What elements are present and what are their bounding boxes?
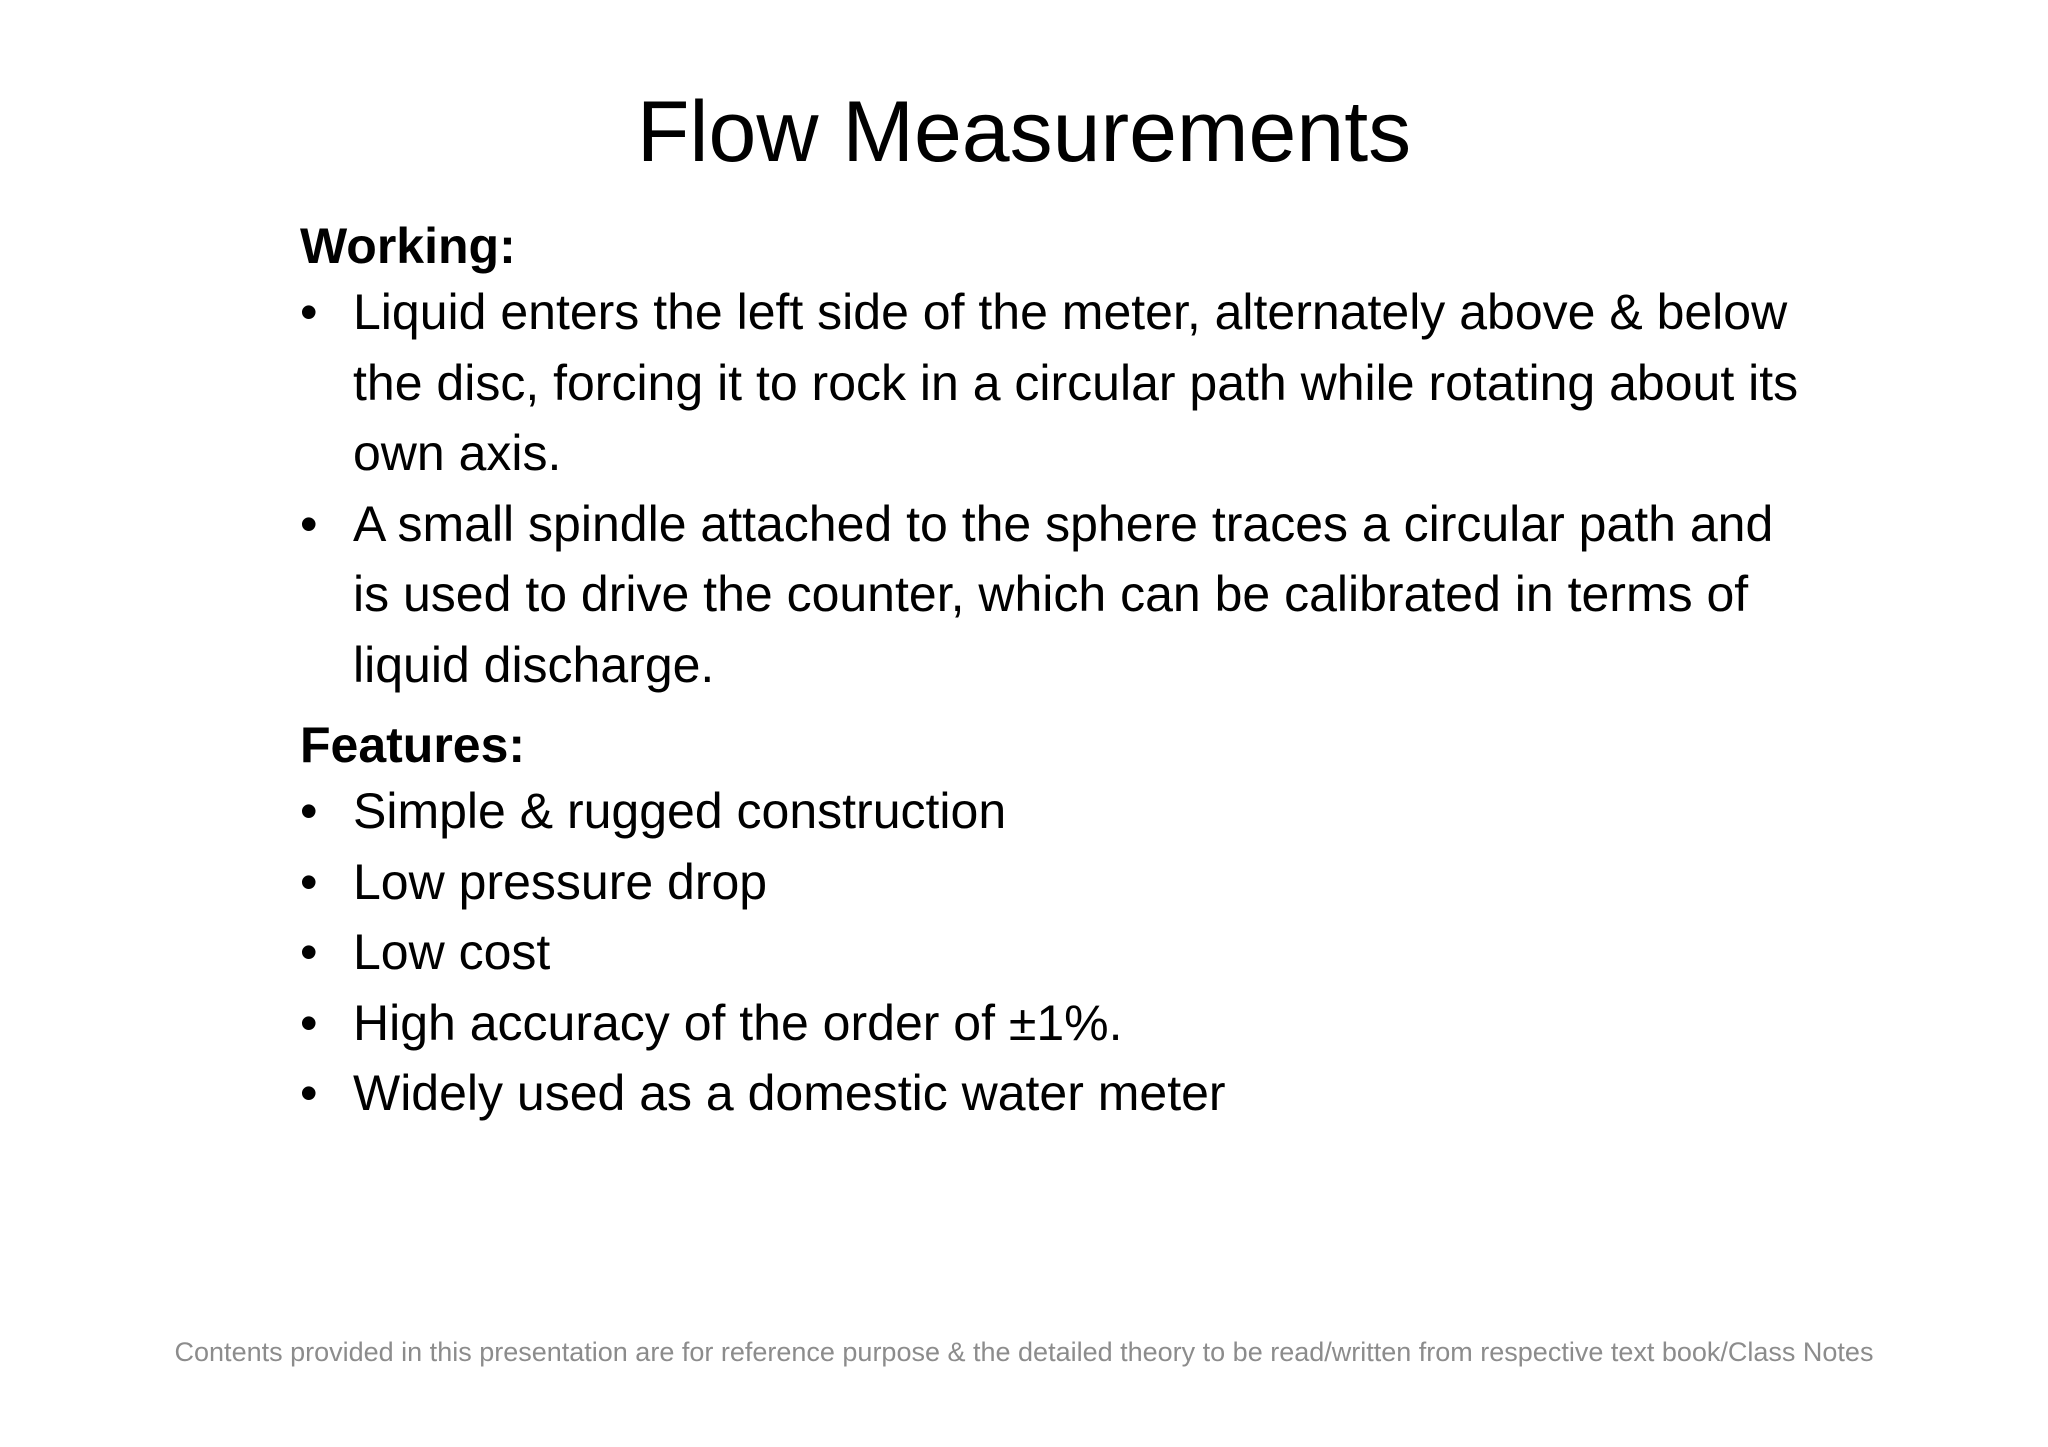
working-item	[300, 277, 1820, 489]
features-item-text: Widely used as a domestic water meter	[353, 1065, 1226, 1121]
features-item	[300, 988, 1820, 1059]
bullet-icon: •	[300, 994, 318, 1051]
bullet-icon: •	[300, 284, 318, 340]
bullet-icon: •	[300, 495, 318, 552]
features-list	[300, 776, 1820, 1129]
features-item	[300, 776, 1820, 847]
working-item-text: Liquid enters the left side of the meter, alternately above & below the disc, forcing it to rock in a circular path while rotating about its own axis.	[353, 284, 1799, 481]
working-heading: Working:	[300, 218, 516, 274]
bullet-icon: •	[300, 1065, 318, 1121]
slide-content	[300, 215, 1820, 1129]
bullet-icon: •	[300, 853, 318, 910]
features-item	[300, 917, 1820, 988]
features-item	[300, 847, 1820, 918]
working-item	[300, 489, 1820, 701]
features-item-text: Simple & rugged construction	[353, 783, 1007, 839]
features-item-text: High accuracy of the order of ±1%.	[353, 994, 1123, 1051]
features-item	[300, 1058, 1820, 1129]
slide-footer: Contents provided in this presentation are for reference purpose & the detailed theory to be read/written from respective text book/Class Notes	[174, 1337, 1874, 1367]
working-item-text: A small spindle attached to the sphere traces a circular path and is used to drive the counter, which can be calibrated in terms of liquid discharge.	[353, 495, 1774, 693]
slide-title: Flow Measurements	[636, 84, 1412, 180]
features-item-text: Low pressure drop	[353, 853, 768, 910]
working-list	[300, 277, 1820, 700]
bullet-icon: •	[300, 924, 318, 980]
bullet-icon: •	[300, 783, 318, 839]
features-heading: Features:	[300, 717, 526, 773]
features-item-text: Low cost	[353, 924, 551, 980]
